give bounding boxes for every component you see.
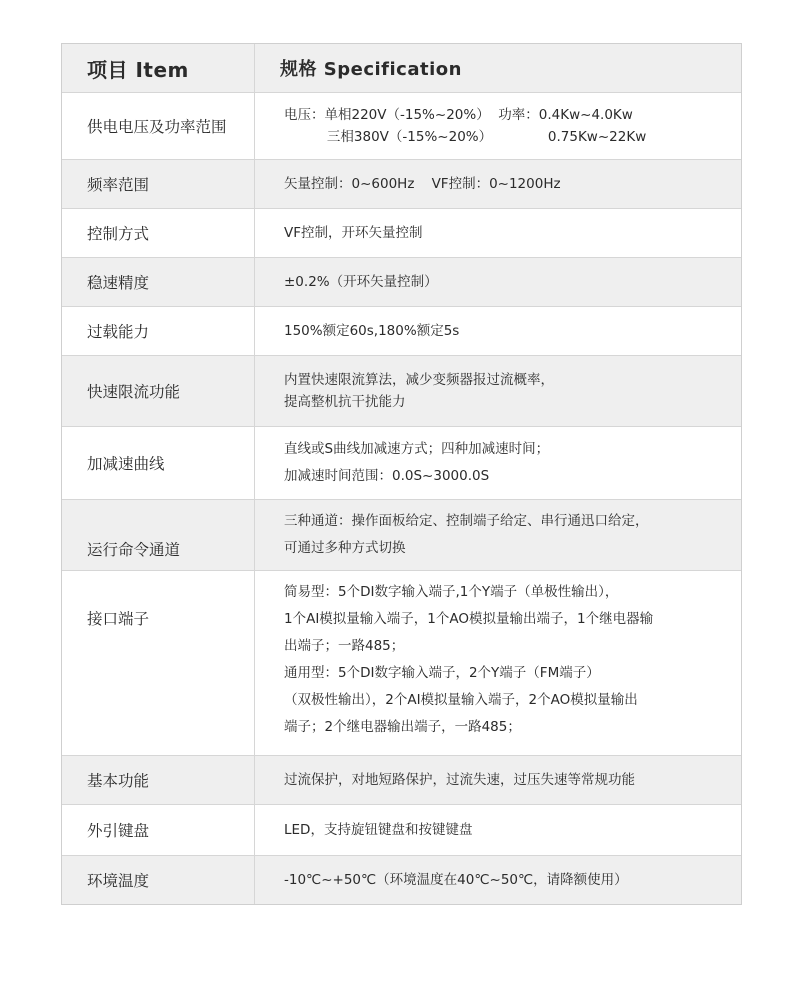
table-row [62,160,741,209]
table-row [62,356,741,427]
table-row [62,209,741,258]
spec-line: 过流保护，对地短路保护，过流失速，过压失速等常规功能 [284,772,635,788]
row-spec [255,756,741,804]
row-item: 控制方式 [62,209,255,257]
spec-line: 电压：单相220V（-15%~20%） 功率：0.4Kw~4.0Kw [284,107,633,123]
row-spec [255,258,741,306]
spec-table [61,43,742,905]
spec-line: 简易型：5个DI数字输入端子,1个Y端子（单极性输出）， [284,584,619,600]
spec-line: VF控制，开环矢量控制 [284,225,423,241]
spec-line: -10℃~+50℃（环境温度在40℃~50℃，请降额使用） [284,872,628,888]
spec-line: （双极性输出），2个AI模拟量输入端子，2个AO模拟量输出 [284,692,638,708]
row-item: 环境温度 [62,856,255,904]
spec-line: 矢量控制：0~600Hz VF控制：0~1200Hz [284,176,561,192]
spec-line: 内置快速限流算法，减少变频器报过流概率， [284,372,554,388]
row-spec [255,856,741,904]
row-item: 外引键盘 [62,805,255,855]
table-row [62,856,741,904]
spec-line: 加减速时间范围：0.0S~3000.0S [284,468,490,484]
row-spec [255,500,741,570]
row-item: 基本功能 [62,756,255,804]
header-item: 项目 Item [62,44,255,92]
row-item: 接口端子 [62,571,255,755]
row-item: 频率范围 [62,160,255,208]
row-spec [255,805,741,855]
spec-line: 直线或S曲线加减速方式；四种加减速时间； [284,441,550,457]
table-header [62,44,741,93]
table-row [62,307,741,356]
table-row [62,571,741,756]
row-spec [255,307,741,355]
spec-line: LED，支持旋钮键盘和按键键盘 [284,822,473,838]
spec-line: 1个AI模拟量输入端子，1个AO模拟量输出端子，1个继电器输 [284,611,654,627]
row-item: 加减速曲线 [62,427,255,499]
table-row [62,427,741,500]
spec-line: 出端子；一路485； [284,638,405,654]
row-item: 运行命令通道 [62,500,255,570]
row-spec [255,356,741,426]
spec-line: 提高整机抗干扰能力 [284,394,406,410]
row-spec [255,427,741,499]
table-row [62,500,741,571]
spec-line: 150%额定60s,180%额定5s [284,323,460,339]
row-item: 稳速精度 [62,258,255,306]
row-spec [255,93,741,159]
table-row [62,756,741,805]
spec-line: 端子；2个继电器输出端子，一路485； [284,719,521,735]
spec-line: 通用型：5个DI数字输入端子，2个Y端子（FM端子） [284,665,600,681]
spec-line: 三种通道：操作面板给定、控制端子给定、串行通迅口给定， [284,513,649,529]
row-item: 过载能力 [62,307,255,355]
header-spec: 规格 Specification [280,59,462,80]
row-item: 快速限流功能 [62,356,255,426]
row-spec [255,209,741,257]
spec-line: 可通过多种方式切换 [284,540,406,556]
spec-line: ±0.2%（开环矢量控制） [284,274,438,290]
row-spec [255,160,741,208]
table-row [62,258,741,307]
spec-line: 三相380V（-15%~20%） 0.75Kw~22Kw [284,129,647,145]
table-row [62,805,741,856]
row-spec [255,571,741,755]
table-row [62,93,741,160]
row-item: 供电电压及功率范围 [62,93,255,159]
